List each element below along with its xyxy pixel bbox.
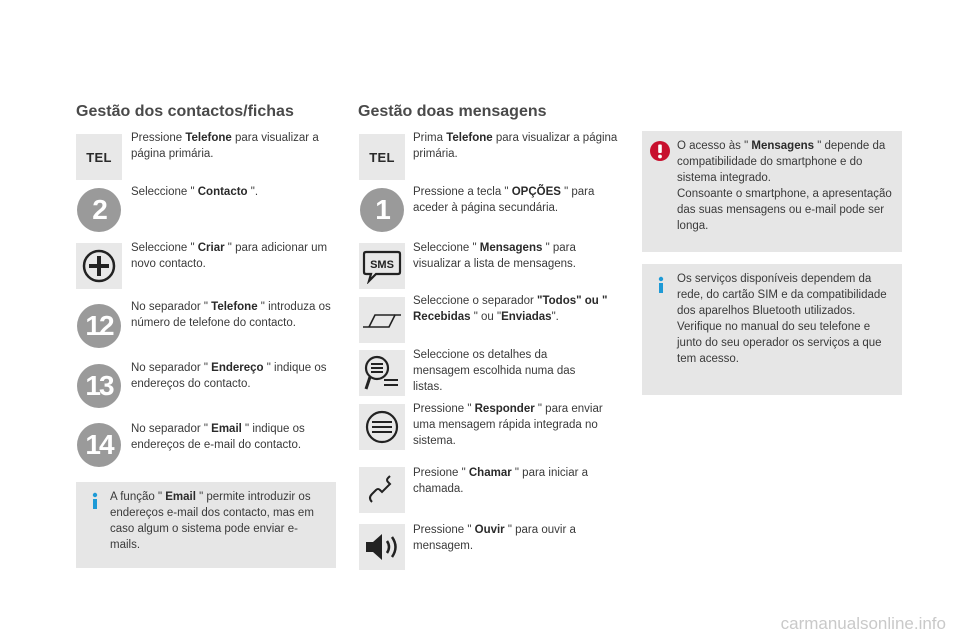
info-note: Os serviços disponíveis dependem da rede, do cartão SIM e da compatibilidade dos aparelhos Bluetooth utilizados. Verifique no manual do seu telefone e junto do seu operador os serviços a que tem acesso. bbox=[642, 264, 902, 395]
middle-step-2: Pressione a tecla " OPÇÕES " para aceder à página secundária. bbox=[413, 186, 595, 214]
left-step-6: No separador " Email " indique os endereços de e-mail do contacto. bbox=[131, 423, 305, 451]
middle-heading: Gestão doas mensagens bbox=[358, 103, 547, 120]
left-step-4: No separador " Telefone " introduza os número de telefone do contacto. bbox=[131, 301, 331, 329]
left-step-3: Seleccione " Criar " para adicionar um novo contacto. bbox=[131, 242, 328, 270]
warning-note: O acesso às " Mensagens " depende da compatibilidade do smartphone e do sistema integrado. Consoante o smartphone, a apresentação das suas mensagens ou e-mail pode ser longa. bbox=[642, 131, 902, 252]
tab-icon bbox=[359, 297, 405, 343]
middle-step-1: Prima Telefone para visualizar a página primária. bbox=[413, 132, 618, 160]
info-icon bbox=[654, 276, 668, 294]
number-12-icon: 12 bbox=[77, 304, 121, 348]
svg-text:SMS: SMS bbox=[370, 259, 394, 271]
middle-step-4: Seleccione o separador "Todos" ou " Recebidas " ou "Enviadas". bbox=[413, 295, 608, 323]
number-13-icon: 13 bbox=[77, 364, 121, 408]
email-info-note: A função " Email " permite introduzir os endereços e-mail dos contacto, mas em caso algum o sistema pode enviar e-mails. bbox=[76, 482, 336, 568]
middle-step-3: Seleccione " Mensagens " para visualizar a lista de mensagens. bbox=[413, 242, 576, 270]
tel-icon: TEL bbox=[76, 134, 122, 180]
reply-message-icon bbox=[359, 404, 405, 450]
middle-step-5: Seleccione os detalhes da mensagem escolhida numa das listas. bbox=[413, 349, 576, 393]
left-step-2: Seleccione " Contacto ". bbox=[131, 186, 259, 198]
middle-step-8: Pressione " Ouvir " para ouvir a mensagem. bbox=[413, 524, 576, 552]
footer-watermark: carmanualsonline.info bbox=[780, 614, 946, 633]
number-14-icon: 14 bbox=[77, 423, 121, 467]
left-heading: Gestão dos contactos/fichas bbox=[76, 103, 294, 120]
middle-step-6: Pressione " Responder " para enviar uma mensagem rápida integrada no sistema. bbox=[413, 403, 603, 447]
speaker-icon bbox=[359, 524, 405, 570]
sms-icon bbox=[359, 243, 405, 289]
left-step-1: Pressione Telefone para visualizar a página primária. bbox=[131, 132, 319, 160]
number-1-icon: 1 bbox=[360, 188, 404, 232]
left-step-5: No separador " Endereço " indique os endereços do contacto. bbox=[131, 362, 327, 390]
message-list-icon bbox=[359, 350, 405, 396]
info-icon bbox=[88, 492, 102, 510]
phone-handset-icon bbox=[359, 467, 405, 513]
number-2-icon: 2 bbox=[77, 188, 121, 232]
warning-icon bbox=[649, 140, 671, 162]
plus-circle-icon bbox=[76, 243, 122, 289]
tel-icon: TEL bbox=[359, 134, 405, 180]
middle-step-7: Presione " Chamar " para iniciar a chamada. bbox=[413, 467, 589, 495]
